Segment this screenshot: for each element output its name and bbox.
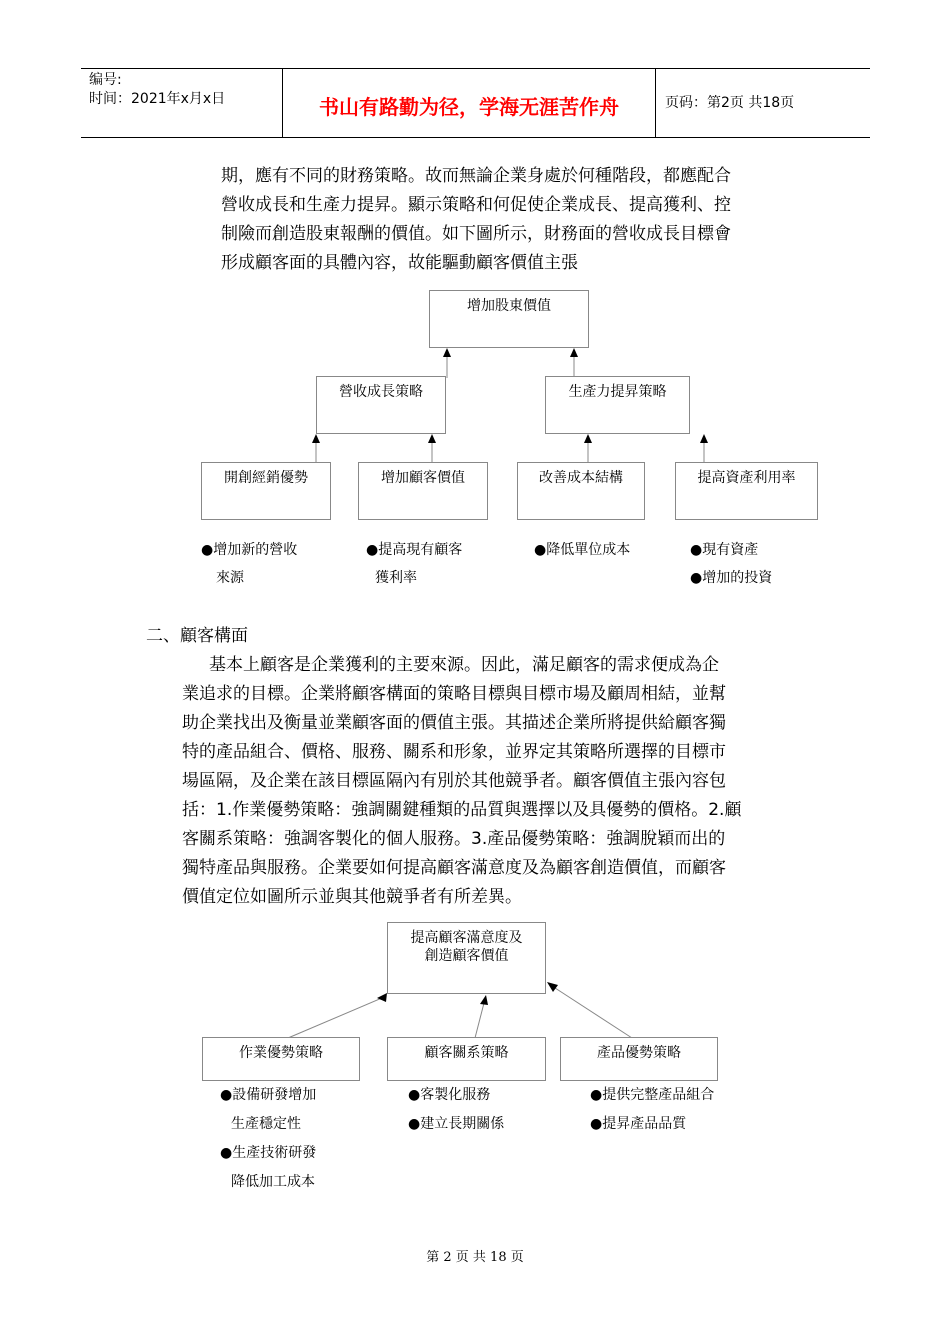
bullet-item: ●降低單位成本 <box>534 542 631 558</box>
section-title: 二、顧客構面 <box>146 626 248 646</box>
bullet-item: 來源 <box>216 570 244 586</box>
paragraph-line: 制險而創造股東報酬的價值。如下圖所示，財務面的營收成長目標會 <box>221 224 731 244</box>
paragraph-line: 營收成長和生產力提昇。顯示策略和何促使企業成長、提高獲利、控 <box>221 195 731 215</box>
bullet-item: ●建立長期關係 <box>408 1116 505 1132</box>
bullet-item: ●增加新的營收 <box>201 542 298 558</box>
paragraph-line: 形成顧客面的具體內容，故能驅動顧客價值主張 <box>221 253 578 273</box>
box-label: 營收成長策略 <box>339 384 423 400</box>
paragraph-line: 價值定位如圖所示並與其他競爭者有所差異。 <box>182 887 522 907</box>
motto: 书山有路勤为径，学海无涯苦作舟 <box>319 95 619 119</box>
box-label: 作業優勢策略 <box>239 1045 323 1061</box>
paragraph-line: 場區隔，及企業在該目標區隔內有別於其他競爭者。顧客價值主張內容包 <box>182 771 726 791</box>
bullet-item: ●設備研發增加 <box>220 1087 317 1103</box>
bullet-item: ●增加的投資 <box>690 570 773 586</box>
box-customer-relationship <box>387 1037 546 1081</box>
time-label: 时间：2021年x月x日 <box>89 91 226 107</box>
paragraph-line: 期，應有不同的財務策略。故而無論企業身處於何種階段，都應配合 <box>221 166 731 186</box>
box-label: 生產力提昇策略 <box>568 384 667 400</box>
bullet-item: 生產穩定性 <box>231 1116 301 1132</box>
bullet-item: ●提高現有顧客 <box>366 542 463 558</box>
bullet-item: 降低加工成本 <box>231 1174 315 1190</box>
bullet-item: ●現有資產 <box>690 542 759 558</box>
box-label: 顧客關系策略 <box>424 1045 509 1061</box>
page-label: 页码：第2页 共18页 <box>665 95 795 111</box>
paragraph-line: 括：1.作業優勢策略：強調關鍵種類的品質與選擇以及具優勢的價格。2.顧 <box>182 800 742 820</box>
paragraph-line: 客關系策略：強調客製化的個人服務。3.產品優勢策略：強調脫穎而出的 <box>182 829 726 849</box>
paragraph-line: 業追求的目標。企業將顧客構面的策略目標與目標市場及顧周相結，並幫 <box>182 684 726 704</box>
box-operational-excellence <box>202 1037 360 1081</box>
paragraph-line: 特的產品組合、價格、服務、關系和形象，並界定其策略所選擇的目標市 <box>182 742 726 762</box>
bullet-item: 獲利率 <box>375 570 417 586</box>
box-product-leadership <box>560 1037 718 1081</box>
paragraph-line: 基本上顧客是企業獲利的主要來源。因此，滿足顧客的需求便成為企 <box>209 655 719 675</box>
box-label: 開創經銷優勢 <box>224 470 308 486</box>
box-label: 提高資產利用率 <box>697 470 796 486</box>
box-label: 提高顧客滿意度及 <box>410 930 523 946</box>
box-label: 改善成本結構 <box>539 470 623 486</box>
bullet-item: ●提昇產品品質 <box>590 1116 687 1132</box>
bullet-item: ●客製化服務 <box>408 1087 491 1103</box>
box-label: 增加股東價值 <box>467 298 551 314</box>
paragraph-line: 獨特產品與服務。企業要如何提高顧客滿意度及為顧客創造價值，而顧客 <box>182 858 726 878</box>
box-label: 增加顧客價值 <box>381 470 465 486</box>
box-label: 創造顧客價值 <box>424 948 509 964</box>
number-label: 编号: <box>89 72 122 88</box>
paragraph-line: 助企業找出及衡量並業顧客面的價值主張。其描述企業所將提供給顧客獨 <box>182 713 726 733</box>
box-label: 產品優勢策略 <box>597 1045 681 1061</box>
bullet-item: ●提供完整產品組合 <box>590 1087 715 1103</box>
goal-box-customer-value <box>387 922 546 994</box>
bullet-item: ●生產技術研發 <box>220 1145 317 1161</box>
page-footer: 第 2 页 共 18 页 <box>426 1250 524 1265</box>
